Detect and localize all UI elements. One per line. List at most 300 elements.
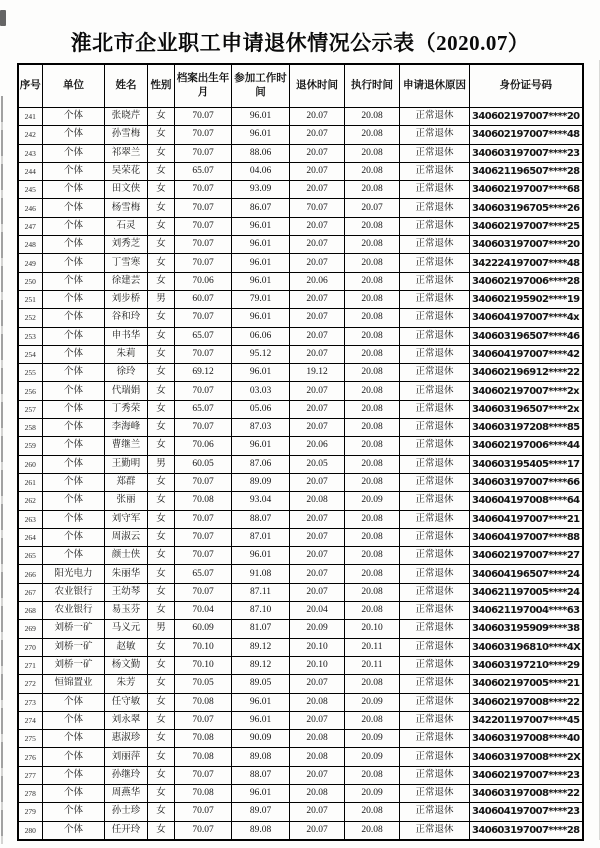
cell-id-number: 340603196507****2x <box>470 400 583 418</box>
cell-retire-reason: 正常退休 <box>400 236 470 254</box>
cell-retire-date: 20.06 <box>290 272 345 290</box>
cell-gender: 女 <box>148 492 175 510</box>
cell-effective-date: 20.10 <box>345 620 400 638</box>
cell-name: 刘秀芝 <box>105 236 148 254</box>
cell-id-number: 340603197007****66 <box>470 473 583 491</box>
cell-retire-reason: 正常退休 <box>400 199 470 217</box>
table-row <box>18 236 583 254</box>
cell-retire-date: 20.07 <box>290 382 345 400</box>
cell-gender: 女 <box>148 144 175 162</box>
cell-unit: 个体 <box>43 693 105 711</box>
cell-work-start-date: 88.07 <box>232 766 290 784</box>
cell-id-number: 340603197007****23 <box>470 144 583 162</box>
cell-name: 杨文勤 <box>105 656 148 674</box>
cell-work-start-date: 96.01 <box>232 309 290 327</box>
cell-gender: 女 <box>148 400 175 418</box>
cell-file-birth-date: 70.08 <box>175 730 232 748</box>
cell-file-birth-date: 70.07 <box>175 803 232 821</box>
cell-file-birth-date: 70.07 <box>175 199 232 217</box>
cell-id-number: 340602197007****20 <box>470 108 583 126</box>
cell-name: 谷和玲 <box>105 309 148 327</box>
cell-unit: 刘桥一矿 <box>43 638 105 656</box>
cell-file-birth-date: 65.07 <box>175 327 232 345</box>
table-row <box>18 309 583 327</box>
cell-serial: 245 <box>18 181 43 199</box>
cell-retire-reason: 正常退休 <box>400 620 470 638</box>
cell-name: 朱莉 <box>105 345 148 363</box>
cell-gender: 男 <box>148 290 175 308</box>
cell-effective-date: 20.11 <box>345 656 400 674</box>
cell-retire-date: 20.07 <box>290 144 345 162</box>
table-row <box>18 126 583 144</box>
cell-retire-reason: 正常退休 <box>400 382 470 400</box>
cell-work-start-date: 89.07 <box>232 803 290 821</box>
column-header-id-number: 身份证号码 <box>470 64 583 108</box>
cell-gender: 女 <box>148 547 175 565</box>
cell-unit: 个体 <box>43 510 105 528</box>
cell-serial: 270 <box>18 638 43 656</box>
cell-id-number: 340604196507****24 <box>470 565 583 583</box>
cell-effective-date: 20.08 <box>345 547 400 565</box>
cell-gender: 女 <box>148 473 175 491</box>
table-row <box>18 803 583 821</box>
cell-work-start-date: 89.05 <box>232 675 290 693</box>
cell-id-number: 342201197007****45 <box>470 711 583 729</box>
cell-id-number: 340604197008****64 <box>470 492 583 510</box>
cell-retire-date: 20.07 <box>290 236 345 254</box>
table-row <box>18 656 583 674</box>
cell-gender: 女 <box>148 821 175 840</box>
cell-name: 易玉芬 <box>105 602 148 620</box>
table-row <box>18 437 583 455</box>
cell-gender: 女 <box>148 126 175 144</box>
cell-effective-date: 20.09 <box>345 748 400 766</box>
cell-retire-reason: 正常退休 <box>400 510 470 528</box>
cell-retire-date: 20.07 <box>290 400 345 418</box>
cell-file-birth-date: 70.07 <box>175 345 232 363</box>
cell-retire-reason: 正常退休 <box>400 162 470 180</box>
cell-id-number: 340602197005****21 <box>470 675 583 693</box>
cell-file-birth-date: 70.07 <box>175 821 232 840</box>
cell-gender: 女 <box>148 638 175 656</box>
cell-unit: 个体 <box>43 345 105 363</box>
cell-retire-date: 20.07 <box>290 419 345 437</box>
cell-gender: 女 <box>148 693 175 711</box>
cell-gender: 女 <box>148 565 175 583</box>
cell-id-number: 340603197008****40 <box>470 730 583 748</box>
cell-file-birth-date: 70.05 <box>175 675 232 693</box>
cell-name: 刘守军 <box>105 510 148 528</box>
cell-unit: 个体 <box>43 108 105 126</box>
table-row <box>18 254 583 272</box>
cell-effective-date: 20.09 <box>345 492 400 510</box>
cell-gender: 女 <box>148 711 175 729</box>
cell-retire-date: 20.07 <box>290 254 345 272</box>
cell-unit: 个体 <box>43 803 105 821</box>
table-body <box>18 108 583 840</box>
cell-work-start-date: 89.08 <box>232 821 290 840</box>
cell-serial: 269 <box>18 620 43 638</box>
cell-id-number: 340604197007****21 <box>470 510 583 528</box>
table-row <box>18 382 583 400</box>
table-row <box>18 217 583 235</box>
cell-gender: 女 <box>148 272 175 290</box>
cell-file-birth-date: 65.07 <box>175 400 232 418</box>
cell-retire-reason: 正常退休 <box>400 784 470 802</box>
cell-serial: 278 <box>18 784 43 802</box>
cell-effective-date: 20.11 <box>345 638 400 656</box>
cell-unit: 个体 <box>43 290 105 308</box>
cell-unit: 阳光电力 <box>43 565 105 583</box>
cell-serial: 244 <box>18 162 43 180</box>
cell-unit: 个体 <box>43 144 105 162</box>
cell-work-start-date: 81.07 <box>232 620 290 638</box>
cell-retire-reason: 正常退休 <box>400 327 470 345</box>
column-header-unit: 单位 <box>43 64 105 108</box>
cell-unit: 个体 <box>43 126 105 144</box>
cell-gender: 女 <box>148 510 175 528</box>
cell-id-number: 340602197007****23 <box>470 766 583 784</box>
column-header-file-birth-date: 档案出生年月 <box>175 64 232 108</box>
cell-id-number: 340603197008****2X <box>470 748 583 766</box>
cell-retire-date: 20.07 <box>290 711 345 729</box>
cell-file-birth-date: 70.06 <box>175 437 232 455</box>
cell-effective-date: 20.09 <box>345 730 400 748</box>
cell-retire-reason: 正常退休 <box>400 565 470 583</box>
cell-id-number: 340602197007****48 <box>470 126 583 144</box>
cell-name: 孙士珍 <box>105 803 148 821</box>
cell-retire-reason: 正常退休 <box>400 290 470 308</box>
cell-retire-reason: 正常退休 <box>400 766 470 784</box>
cell-gender: 女 <box>148 730 175 748</box>
cell-name: 丁雪寒 <box>105 254 148 272</box>
column-header-retire-date: 退休时间 <box>290 64 345 108</box>
cell-work-start-date: 87.06 <box>232 455 290 473</box>
cell-gender: 女 <box>148 803 175 821</box>
cell-gender: 女 <box>148 419 175 437</box>
table-row <box>18 199 583 217</box>
cell-file-birth-date: 70.07 <box>175 711 232 729</box>
cell-unit: 个体 <box>43 711 105 729</box>
cell-unit: 个体 <box>43 473 105 491</box>
cell-effective-date: 20.08 <box>345 437 400 455</box>
cell-retire-date: 20.09 <box>290 620 345 638</box>
table-row <box>18 547 583 565</box>
cell-work-start-date: 95.12 <box>232 345 290 363</box>
cell-serial: 274 <box>18 711 43 729</box>
cell-work-start-date: 87.03 <box>232 419 290 437</box>
cell-name: 朱芳 <box>105 675 148 693</box>
cell-retire-date: 20.08 <box>290 492 345 510</box>
cell-gender: 女 <box>148 675 175 693</box>
cell-gender: 女 <box>148 108 175 126</box>
cell-file-birth-date: 70.07 <box>175 419 232 437</box>
cell-work-start-date: 05.06 <box>232 400 290 418</box>
cell-work-start-date: 96.01 <box>232 126 290 144</box>
cell-gender: 女 <box>148 162 175 180</box>
cell-serial: 268 <box>18 602 43 620</box>
cell-retire-reason: 正常退休 <box>400 108 470 126</box>
cell-unit: 个体 <box>43 784 105 802</box>
cell-retire-date: 20.07 <box>290 309 345 327</box>
cell-retire-date: 20.08 <box>290 748 345 766</box>
cell-serial: 277 <box>18 766 43 784</box>
cell-file-birth-date: 70.07 <box>175 382 232 400</box>
cell-retire-date: 20.07 <box>290 108 345 126</box>
cell-work-start-date: 79.01 <box>232 290 290 308</box>
cell-work-start-date: 87.01 <box>232 528 290 546</box>
cell-id-number: 342224197007****48 <box>470 254 583 272</box>
cell-effective-date: 20.08 <box>345 272 400 290</box>
cell-serial: 256 <box>18 382 43 400</box>
table-row <box>18 272 583 290</box>
cell-work-start-date: 96.01 <box>232 437 290 455</box>
cell-unit: 刘桥一矿 <box>43 620 105 638</box>
cell-effective-date: 20.08 <box>345 455 400 473</box>
table-row <box>18 784 583 802</box>
cell-effective-date: 20.08 <box>345 382 400 400</box>
cell-unit: 个体 <box>43 254 105 272</box>
cell-retire-reason: 正常退休 <box>400 437 470 455</box>
cell-id-number: 340604197007****42 <box>470 345 583 363</box>
table-row <box>18 345 583 363</box>
retirement-table <box>17 63 584 841</box>
cell-serial: 247 <box>18 217 43 235</box>
cell-id-number: 340603196507****46 <box>470 327 583 345</box>
table-row <box>18 290 583 308</box>
scan-artifact-corner <box>0 10 6 26</box>
table-row <box>18 144 583 162</box>
cell-work-start-date: 96.01 <box>232 108 290 126</box>
cell-retire-date: 20.07 <box>290 803 345 821</box>
cell-file-birth-date: 70.07 <box>175 528 232 546</box>
cell-retire-reason: 正常退休 <box>400 656 470 674</box>
cell-gender: 女 <box>148 327 175 345</box>
table-header <box>18 64 583 108</box>
column-header-gender: 性别 <box>148 64 175 108</box>
table-row <box>18 675 583 693</box>
cell-name: 赵敏 <box>105 638 148 656</box>
cell-effective-date: 20.08 <box>345 583 400 601</box>
cell-file-birth-date: 70.08 <box>175 748 232 766</box>
table-row <box>18 620 583 638</box>
cell-unit: 农业银行 <box>43 583 105 601</box>
cell-serial: 261 <box>18 473 43 491</box>
cell-work-start-date: 87.10 <box>232 602 290 620</box>
cell-unit: 个体 <box>43 766 105 784</box>
table-row <box>18 693 583 711</box>
cell-retire-date: 20.07 <box>290 290 345 308</box>
cell-id-number: 340602195902****19 <box>470 290 583 308</box>
cell-gender: 女 <box>148 784 175 802</box>
cell-name: 郑群 <box>105 473 148 491</box>
cell-name: 申书华 <box>105 327 148 345</box>
cell-name: 刘丽萍 <box>105 748 148 766</box>
scan-artifact-left-edge <box>1 96 3 844</box>
cell-effective-date: 20.08 <box>345 108 400 126</box>
cell-retire-reason: 正常退休 <box>400 730 470 748</box>
cell-retire-date: 20.07 <box>290 181 345 199</box>
cell-work-start-date: 89.08 <box>232 748 290 766</box>
cell-unit: 个体 <box>43 181 105 199</box>
cell-id-number: 340621196507****28 <box>470 162 583 180</box>
cell-unit: 个体 <box>43 730 105 748</box>
cell-work-start-date: 89.09 <box>232 473 290 491</box>
table-row <box>18 748 583 766</box>
cell-work-start-date: 03.03 <box>232 382 290 400</box>
cell-name: 李海峰 <box>105 419 148 437</box>
cell-effective-date: 20.08 <box>345 181 400 199</box>
cell-effective-date: 20.08 <box>345 236 400 254</box>
cell-work-start-date: 96.01 <box>232 711 290 729</box>
cell-effective-date: 20.08 <box>345 821 400 840</box>
cell-name: 孙雪梅 <box>105 126 148 144</box>
cell-work-start-date: 88.06 <box>232 144 290 162</box>
cell-retire-date: 20.07 <box>290 565 345 583</box>
cell-retire-reason: 正常退休 <box>400 492 470 510</box>
cell-id-number: 340602197006****44 <box>470 437 583 455</box>
cell-unit: 个体 <box>43 821 105 840</box>
table-row <box>18 492 583 510</box>
cell-unit: 个体 <box>43 455 105 473</box>
cell-file-birth-date: 60.05 <box>175 455 232 473</box>
cell-retire-reason: 正常退休 <box>400 473 470 491</box>
cell-name: 王勤明 <box>105 455 148 473</box>
cell-serial: 259 <box>18 437 43 455</box>
cell-retire-reason: 正常退休 <box>400 602 470 620</box>
cell-retire-date: 20.07 <box>290 547 345 565</box>
cell-retire-reason: 正常退休 <box>400 254 470 272</box>
cell-name: 徐建芸 <box>105 272 148 290</box>
cell-work-start-date: 04.06 <box>232 162 290 180</box>
cell-effective-date: 20.08 <box>345 126 400 144</box>
cell-serial: 272 <box>18 675 43 693</box>
cell-effective-date: 20.08 <box>345 473 400 491</box>
cell-retire-date: 20.06 <box>290 437 345 455</box>
cell-effective-date: 20.08 <box>345 528 400 546</box>
cell-retire-date: 20.07 <box>290 162 345 180</box>
table-row <box>18 583 583 601</box>
cell-retire-reason: 正常退休 <box>400 126 470 144</box>
cell-retire-reason: 正常退休 <box>400 345 470 363</box>
cell-file-birth-date: 70.07 <box>175 126 232 144</box>
cell-retire-date: 20.07 <box>290 345 345 363</box>
cell-name: 曹继兰 <box>105 437 148 455</box>
table-row <box>18 510 583 528</box>
cell-gender: 女 <box>148 181 175 199</box>
cell-effective-date: 20.08 <box>345 290 400 308</box>
cell-id-number: 340604197007****4x <box>470 309 583 327</box>
cell-effective-date: 20.08 <box>345 254 400 272</box>
page-title: 淮北市企业职工申请退休情况公示表（2020.07） <box>70 31 530 55</box>
column-header-serial: 序号 <box>18 64 43 108</box>
cell-gender: 女 <box>148 766 175 784</box>
cell-name: 惠淑珍 <box>105 730 148 748</box>
cell-id-number: 340603197208****85 <box>470 419 583 437</box>
cell-id-number: 340602197007****25 <box>470 217 583 235</box>
cell-retire-date: 20.07 <box>290 126 345 144</box>
table-row <box>18 766 583 784</box>
cell-file-birth-date: 70.07 <box>175 510 232 528</box>
cell-id-number: 340603197007****20 <box>470 236 583 254</box>
cell-effective-date: 20.08 <box>345 309 400 327</box>
cell-retire-reason: 正常退休 <box>400 711 470 729</box>
cell-file-birth-date: 70.08 <box>175 784 232 802</box>
cell-effective-date: 20.09 <box>345 693 400 711</box>
cell-unit: 个体 <box>43 217 105 235</box>
cell-unit: 个体 <box>43 236 105 254</box>
cell-name: 任开玲 <box>105 821 148 840</box>
cell-file-birth-date: 60.07 <box>175 290 232 308</box>
cell-retire-date: 19.12 <box>290 364 345 382</box>
cell-serial: 258 <box>18 419 43 437</box>
cell-id-number: 340602196912****22 <box>470 364 583 382</box>
table-row <box>18 821 583 840</box>
cell-unit: 个体 <box>43 364 105 382</box>
cell-retire-reason: 正常退休 <box>400 272 470 290</box>
cell-effective-date: 20.07 <box>345 199 400 217</box>
cell-file-birth-date: 70.07 <box>175 108 232 126</box>
cell-name: 吴荣花 <box>105 162 148 180</box>
cell-serial: 279 <box>18 803 43 821</box>
cell-serial: 248 <box>18 236 43 254</box>
cell-work-start-date: 96.01 <box>232 236 290 254</box>
cell-unit: 恒锦置业 <box>43 675 105 693</box>
table-row <box>18 528 583 546</box>
cell-file-birth-date: 70.08 <box>175 693 232 711</box>
cell-serial: 265 <box>18 547 43 565</box>
cell-name: 张丽 <box>105 492 148 510</box>
cell-unit: 个体 <box>43 199 105 217</box>
cell-name: 祁翠兰 <box>105 144 148 162</box>
cell-work-start-date: 91.08 <box>232 565 290 583</box>
cell-serial: 266 <box>18 565 43 583</box>
table-row <box>18 565 583 583</box>
cell-gender: 女 <box>148 437 175 455</box>
cell-name: 周淑云 <box>105 528 148 546</box>
cell-unit: 个体 <box>43 327 105 345</box>
table-row <box>18 364 583 382</box>
cell-retire-date: 20.08 <box>290 784 345 802</box>
cell-work-start-date: 96.01 <box>232 217 290 235</box>
cell-retire-reason: 正常退休 <box>400 455 470 473</box>
cell-gender: 男 <box>148 455 175 473</box>
cell-gender: 女 <box>148 345 175 363</box>
cell-work-start-date: 90.09 <box>232 730 290 748</box>
cell-gender: 女 <box>148 236 175 254</box>
cell-file-birth-date: 70.10 <box>175 656 232 674</box>
cell-retire-reason: 正常退休 <box>400 803 470 821</box>
cell-retire-date: 20.07 <box>290 217 345 235</box>
cell-serial: 246 <box>18 199 43 217</box>
cell-serial: 280 <box>18 821 43 840</box>
cell-name: 周燕华 <box>105 784 148 802</box>
cell-retire-date: 20.07 <box>290 766 345 784</box>
cell-serial: 241 <box>18 108 43 126</box>
cell-id-number: 340602197007****27 <box>470 547 583 565</box>
cell-work-start-date: 96.01 <box>232 693 290 711</box>
cell-retire-reason: 正常退休 <box>400 821 470 840</box>
cell-gender: 女 <box>148 656 175 674</box>
cell-gender: 女 <box>148 748 175 766</box>
cell-retire-reason: 正常退休 <box>400 547 470 565</box>
cell-effective-date: 20.08 <box>345 364 400 382</box>
cell-file-birth-date: 70.07 <box>175 547 232 565</box>
cell-file-birth-date: 70.04 <box>175 602 232 620</box>
cell-id-number: 340602197008****22 <box>470 693 583 711</box>
cell-gender: 女 <box>148 217 175 235</box>
cell-gender: 女 <box>148 254 175 272</box>
